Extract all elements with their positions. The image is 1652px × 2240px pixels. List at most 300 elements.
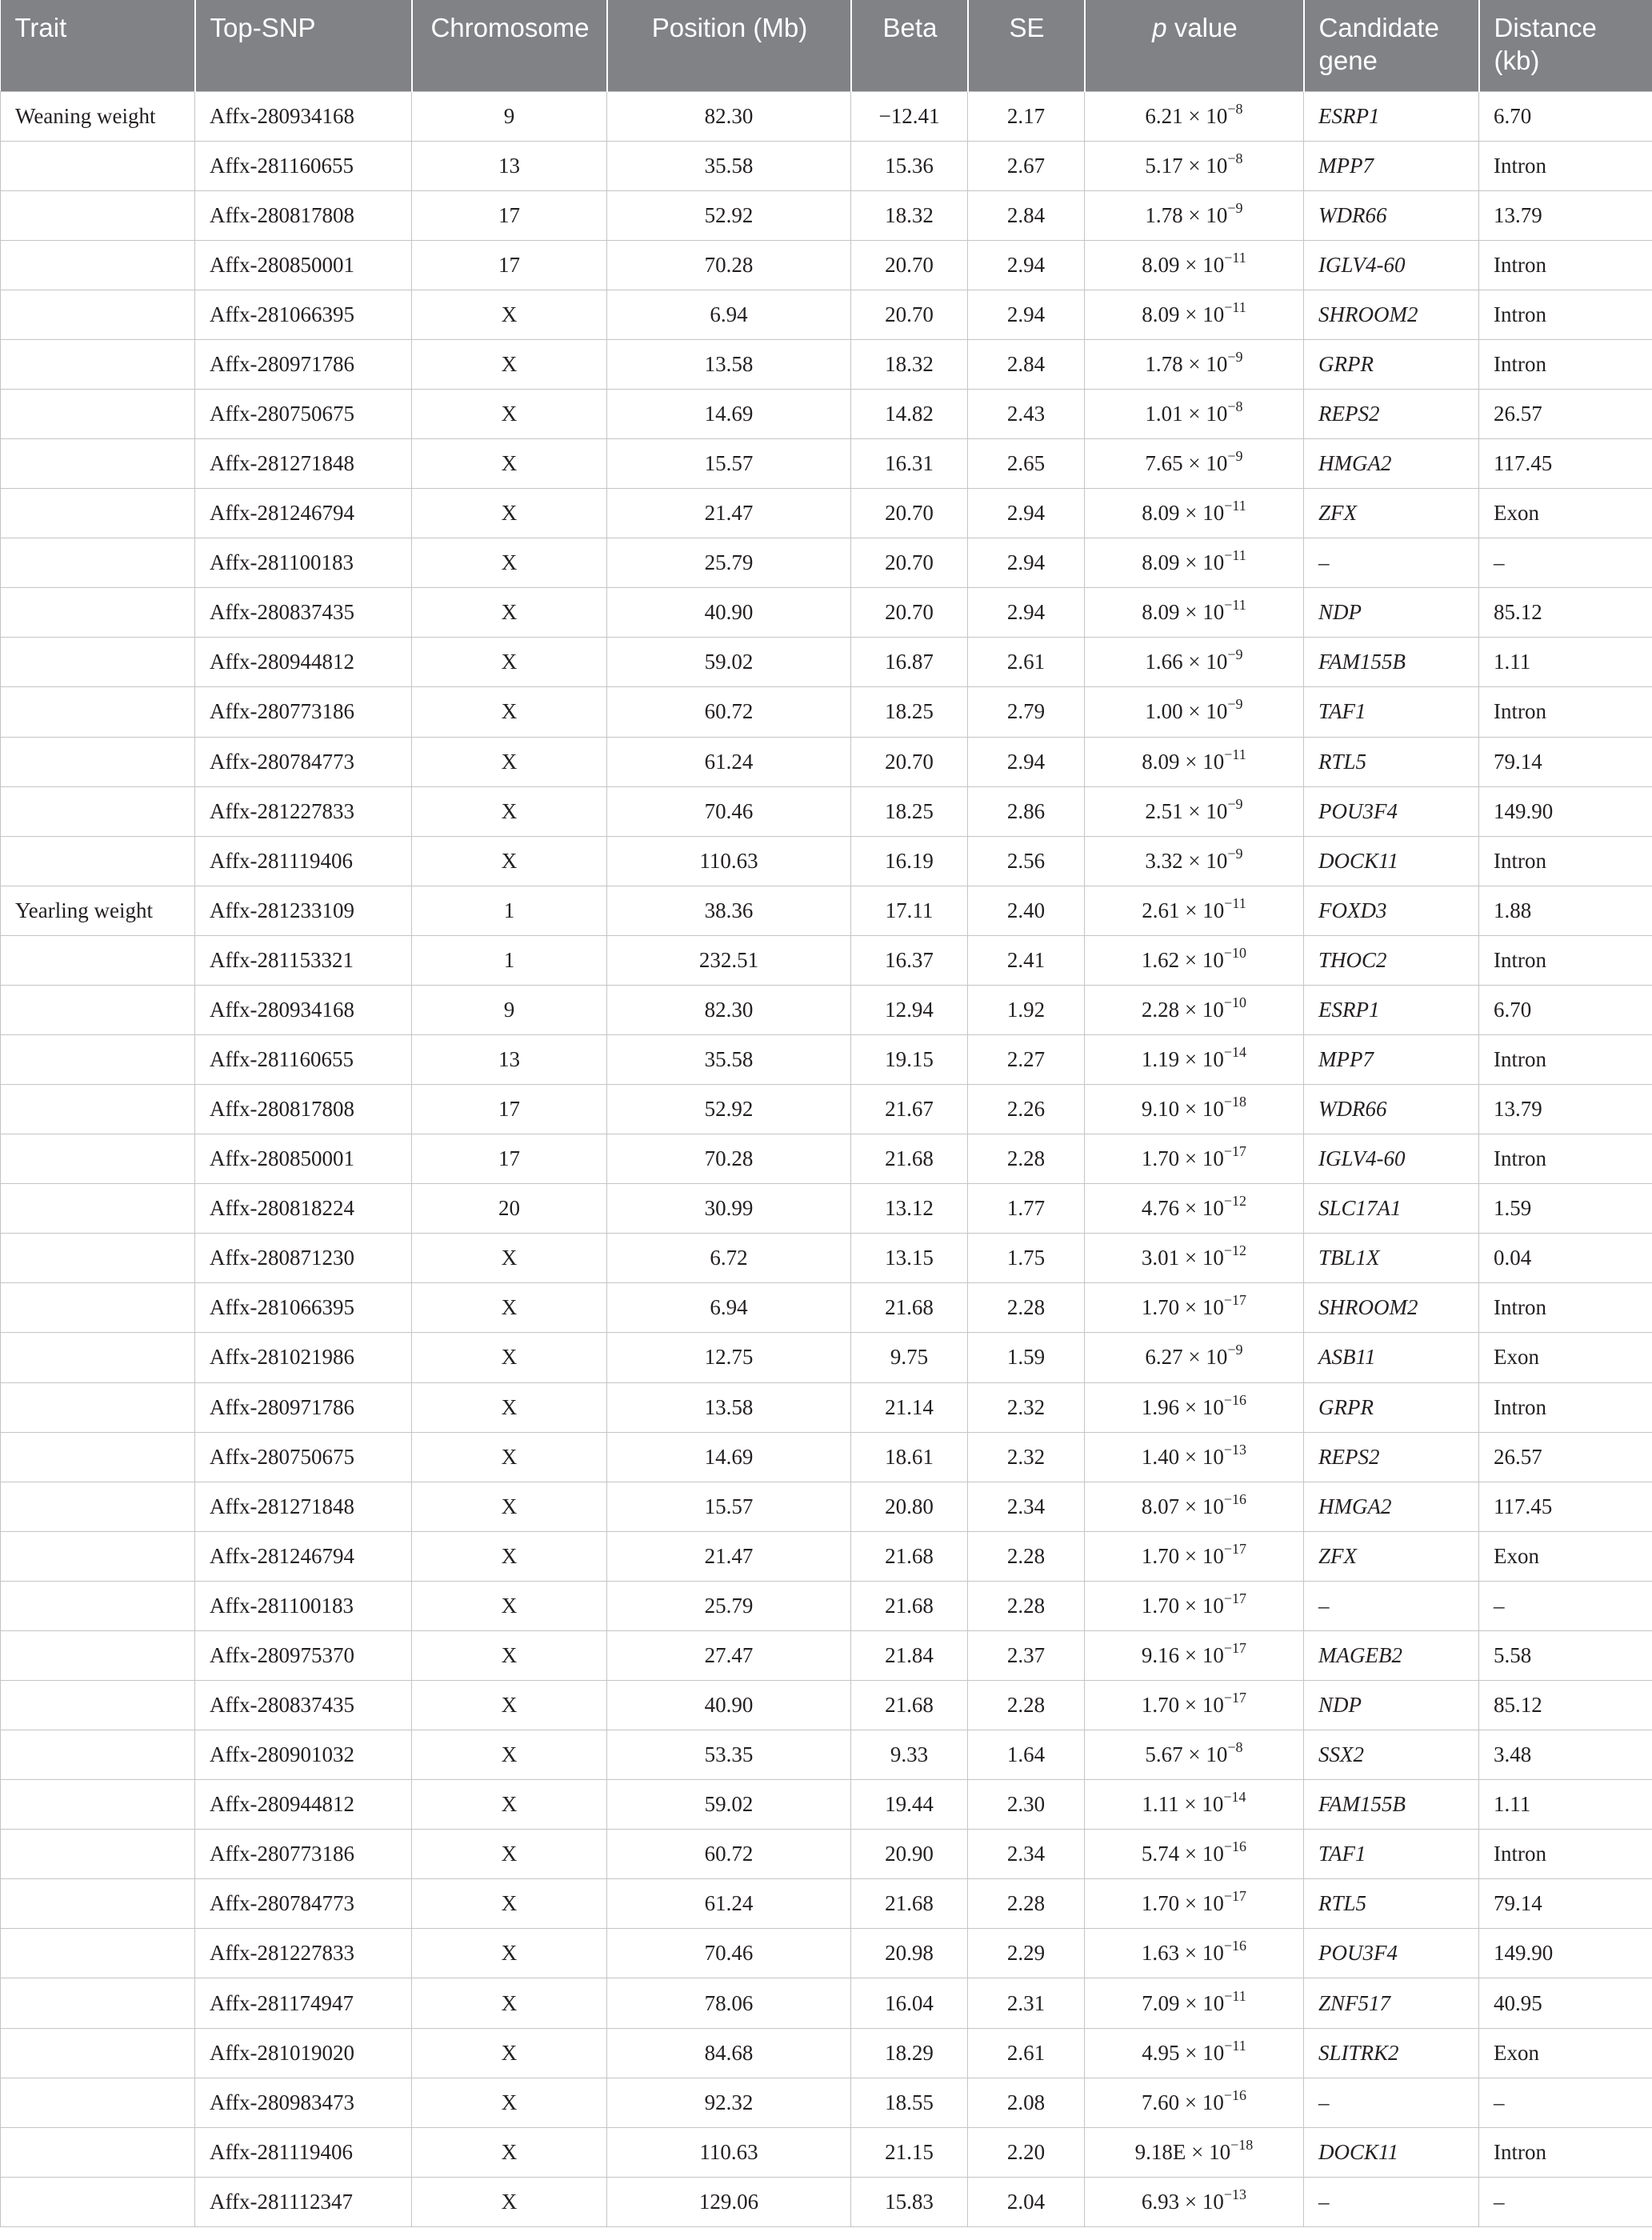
beta-cell: 9.75	[851, 1333, 968, 1382]
trait-cell	[1, 190, 195, 240]
chromosome-cell: X	[412, 2028, 607, 2078]
p-value-cell	[1085, 1482, 1304, 1531]
header-trait: Trait	[1, 0, 195, 91]
trait-cell	[1, 1581, 195, 1630]
candidate-gene-cell	[1304, 389, 1479, 438]
candidate-gene-cell-text: SLC17A1	[1318, 1196, 1402, 1221]
snp-cell: Affx-280944812	[195, 1780, 412, 1830]
beta-cell: 20.70	[851, 489, 968, 538]
beta-cell: 15.83	[851, 2177, 968, 2226]
trait-cell	[1, 2028, 195, 2078]
trait-cell	[1, 1034, 195, 1084]
snp-cell: Affx-281066395	[195, 1283, 412, 1333]
beta-cell: 21.68	[851, 1581, 968, 1630]
position-cell: 129.06	[607, 2177, 851, 2226]
p-value-cell	[1085, 538, 1304, 588]
p-value-cell	[1085, 2177, 1304, 2226]
p-value-mantissa: 8.07 × 10	[1141, 1494, 1224, 1518]
table-row	[1, 737, 1652, 786]
p-value-cell	[1085, 1134, 1304, 1184]
p-value-mantissa: 8.09 × 10	[1142, 550, 1225, 575]
candidate-gene-cell-text: DOCK11	[1318, 2139, 1399, 2164]
p-value-cell	[1085, 439, 1304, 489]
p-value-cell	[1085, 2028, 1304, 2078]
chromosome-cell: X	[412, 1382, 607, 1432]
p-value-mantissa: 9.10 × 10	[1141, 1097, 1224, 1122]
p-value-cell	[1085, 489, 1304, 538]
table-row	[1, 339, 1652, 389]
table-row	[1, 1184, 1652, 1234]
p-value-mantissa: 4.76 × 10	[1141, 1196, 1224, 1221]
position-cell: 30.99	[607, 1184, 851, 1234]
table-row	[1, 786, 1652, 836]
snp-cell: Affx-281246794	[195, 1531, 412, 1581]
candidate-gene-cell	[1304, 2127, 1479, 2177]
candidate-gene-cell	[1304, 290, 1479, 339]
snp-cell: Affx-281119406	[195, 836, 412, 886]
distance-cell: Exon	[1479, 2028, 1652, 2078]
snp-cell: Affx-280850001	[195, 240, 412, 290]
p-value-mantissa: 1.66 × 10	[1145, 650, 1228, 674]
p-value-mantissa: 1.78 × 10	[1145, 351, 1228, 376]
p-value-exponent: −10	[1223, 994, 1247, 1010]
position-cell: 40.90	[607, 588, 851, 638]
p-value-exponent: −11	[1224, 2037, 1246, 2054]
distance-cell: 85.12	[1479, 1681, 1652, 1730]
chromosome-cell: X	[412, 339, 607, 389]
position-cell: 38.36	[607, 886, 851, 935]
trait-cell	[1, 141, 195, 190]
snp-cell: Affx-281100183	[195, 1581, 412, 1630]
p-value-exponent: −12	[1223, 1193, 1247, 1210]
snp-cell: Affx-280871230	[195, 1234, 412, 1283]
p-value-cell	[1085, 1333, 1304, 1382]
position-cell: 52.92	[607, 190, 851, 240]
p-value-mantissa: 9.16 × 10	[1141, 1642, 1224, 1667]
beta-cell: 16.87	[851, 638, 968, 687]
table-row	[1, 985, 1652, 1034]
beta-cell: 20.98	[851, 1929, 968, 1978]
candidate-gene-cell-text: MPP7	[1318, 153, 1374, 178]
table-row	[1, 538, 1652, 588]
se-cell: 2.37	[968, 1630, 1085, 1680]
p-value-exponent: −17	[1223, 1143, 1247, 1160]
p-value-exponent: −11	[1224, 547, 1246, 564]
beta-cell: 21.68	[851, 1681, 968, 1730]
candidate-gene-cell-text: ESRP1	[1318, 103, 1380, 128]
p-value-exponent: −11	[1224, 894, 1246, 911]
table-row	[1, 836, 1652, 886]
position-cell: 70.28	[607, 1134, 851, 1184]
beta-cell: 20.80	[851, 1482, 968, 1531]
table-row	[1, 1531, 1652, 1581]
trait-cell	[1, 638, 195, 687]
p-value-mantissa: 1.70 × 10	[1141, 1693, 1224, 1718]
candidate-gene-cell-text: DOCK11	[1318, 848, 1399, 873]
snp-cell: Affx-281066395	[195, 290, 412, 339]
candidate-gene-cell	[1304, 538, 1479, 588]
chromosome-cell: 9	[412, 91, 607, 141]
candidate-gene-cell	[1304, 1134, 1479, 1184]
candidate-gene-cell	[1304, 240, 1479, 290]
p-value-cell	[1085, 1382, 1304, 1432]
table-row	[1, 290, 1652, 339]
distance-cell: Exon	[1479, 489, 1652, 538]
beta-cell: 15.36	[851, 141, 968, 190]
p-value-cell	[1085, 737, 1304, 786]
chromosome-cell: X	[412, 588, 607, 638]
p-value-mantissa: 8.09 × 10	[1142, 302, 1225, 326]
position-cell: 84.68	[607, 2028, 851, 2078]
distance-cell: Intron	[1479, 836, 1652, 886]
beta-cell: 18.32	[851, 339, 968, 389]
distance-cell: –	[1479, 1581, 1652, 1630]
trait-cell: Yearling weight	[1, 886, 195, 935]
beta-cell: 18.29	[851, 2028, 968, 2078]
chromosome-cell: 17	[412, 1085, 607, 1134]
candidate-gene-cell	[1304, 1234, 1479, 1283]
table-row	[1, 687, 1652, 737]
snp-cell: Affx-280934168	[195, 985, 412, 1034]
trait-cell	[1, 1134, 195, 1184]
se-cell: 2.26	[968, 1085, 1085, 1134]
p-value-cell	[1085, 240, 1304, 290]
trait-cell	[1, 339, 195, 389]
distance-cell: 1.11	[1479, 1780, 1652, 1830]
table-row	[1, 2028, 1652, 2078]
se-cell: 2.31	[968, 1978, 1085, 2028]
snp-cell: Affx-280750675	[195, 1432, 412, 1482]
candidate-gene-cell-text: WDR66	[1318, 202, 1387, 227]
p-value-mantissa: 1.19 × 10	[1141, 1047, 1224, 1072]
position-cell: 70.28	[607, 240, 851, 290]
distance-cell: 117.45	[1479, 1482, 1652, 1531]
table-row	[1, 1830, 1652, 1879]
p-value-mantissa: 2.28 × 10	[1141, 997, 1224, 1022]
table-row	[1, 2078, 1652, 2127]
beta-cell: 13.15	[851, 1234, 968, 1283]
beta-cell: 18.55	[851, 2078, 968, 2127]
snp-cell: Affx-281271848	[195, 1482, 412, 1531]
distance-cell: –	[1479, 2177, 1652, 2226]
p-value-mantissa: 9.18E × 10	[1134, 2139, 1231, 2164]
beta-cell: 20.70	[851, 290, 968, 339]
table-row	[1, 439, 1652, 489]
p-value-cell	[1085, 1234, 1304, 1283]
p-value-cell	[1085, 389, 1304, 438]
distance-cell: Exon	[1479, 1333, 1652, 1382]
table-row	[1, 1879, 1652, 1929]
position-cell: 35.58	[607, 1034, 851, 1084]
candidate-gene-cell	[1304, 935, 1479, 985]
snp-cell: Affx-281271848	[195, 439, 412, 489]
snp-cell: Affx-280817808	[195, 1085, 412, 1134]
distance-cell: 26.57	[1479, 1432, 1652, 1482]
beta-cell: 21.14	[851, 1382, 968, 1432]
candidate-gene-cell	[1304, 2028, 1479, 2078]
trait-cell	[1, 1630, 195, 1680]
p-value-exponent: −14	[1223, 1044, 1247, 1061]
trait-cell	[1, 1234, 195, 1283]
position-cell: 78.06	[607, 1978, 851, 2028]
se-cell: 2.43	[968, 389, 1085, 438]
snp-cell: Affx-280983473	[195, 2078, 412, 2127]
table-row	[1, 240, 1652, 290]
se-cell: 2.08	[968, 2078, 1085, 2127]
p-value-cell	[1085, 1085, 1304, 1134]
p-value-exponent: −9	[1227, 1342, 1243, 1358]
p-value-mantissa: 1.01 × 10	[1145, 402, 1228, 426]
p-value-cell	[1085, 1581, 1304, 1630]
chromosome-cell: 17	[412, 190, 607, 240]
p-value-mantissa: 1.40 × 10	[1141, 1444, 1224, 1469]
distance-cell: Intron	[1479, 687, 1652, 737]
se-cell: 2.28	[968, 1879, 1085, 1929]
p-value-mantissa: 7.65 × 10	[1145, 451, 1228, 476]
se-cell: 2.20	[968, 2127, 1085, 2177]
candidate-gene-cell-text: MAGEB2	[1318, 1642, 1402, 1667]
position-cell: 70.46	[607, 1929, 851, 1978]
chromosome-cell: X	[412, 687, 607, 737]
distance-cell: 26.57	[1479, 389, 1652, 438]
trait-cell: Weaning weight	[1, 91, 195, 141]
p-value-exponent: −8	[1227, 1739, 1243, 1756]
beta-cell: 17.11	[851, 886, 968, 935]
p-value-mantissa: 3.32 × 10	[1145, 848, 1228, 873]
distance-cell: Exon	[1479, 1531, 1652, 1581]
chromosome-cell: X	[412, 638, 607, 687]
p-value-mantissa: 5.74 × 10	[1141, 1842, 1224, 1866]
position-cell: 13.58	[607, 1382, 851, 1432]
snp-cell: Affx-281160655	[195, 1034, 412, 1084]
p-value-cell	[1085, 1879, 1304, 1929]
beta-cell: 21.68	[851, 1283, 968, 1333]
trait-cell	[1, 2127, 195, 2177]
beta-cell: 16.19	[851, 836, 968, 886]
candidate-gene-cell	[1304, 836, 1479, 886]
se-cell: 2.32	[968, 1432, 1085, 1482]
p-value-exponent: −13	[1223, 2186, 1247, 2202]
p-value-mantissa: 3.01 × 10	[1141, 1246, 1224, 1270]
table-row	[1, 1630, 1652, 1680]
candidate-gene-cell-text: SLITRK2	[1318, 2040, 1399, 2065]
snp-cell: Affx-281227833	[195, 1929, 412, 1978]
candidate-gene-cell-text: –	[1318, 1593, 1330, 1618]
trait-cell	[1, 1730, 195, 1780]
candidate-gene-cell-text: POU3F4	[1318, 1941, 1398, 1966]
position-cell: 53.35	[607, 1730, 851, 1780]
candidate-gene-cell-text: NDP	[1318, 600, 1362, 625]
header-p-value-rest: value	[1174, 13, 1238, 42]
p-value-exponent: −11	[1224, 249, 1246, 266]
position-cell: 15.57	[607, 1482, 851, 1531]
se-cell: 1.64	[968, 1730, 1085, 1780]
candidate-gene-cell-text: HMGA2	[1318, 451, 1392, 476]
se-cell: 2.94	[968, 737, 1085, 786]
p-value-mantissa: 1.70 × 10	[1141, 1543, 1224, 1568]
chromosome-cell: X	[412, 439, 607, 489]
table-row	[1, 389, 1652, 438]
p-value-mantissa: 1.78 × 10	[1145, 202, 1228, 227]
chromosome-cell: X	[412, 389, 607, 438]
trait-cell	[1, 786, 195, 836]
snp-cell: Affx-281174947	[195, 1978, 412, 2028]
snp-cell: Affx-281160655	[195, 141, 412, 190]
p-value-mantissa: 1.70 × 10	[1141, 1593, 1224, 1618]
snp-cell: Affx-280971786	[195, 1382, 412, 1432]
p-value-exponent: −13	[1223, 1441, 1247, 1458]
distance-cell: Intron	[1479, 1283, 1652, 1333]
distance-cell: –	[1479, 538, 1652, 588]
beta-cell: 18.25	[851, 786, 968, 836]
snp-cell: Affx-280773186	[195, 1830, 412, 1879]
chromosome-cell: 13	[412, 141, 607, 190]
candidate-gene-cell-text: –	[1318, 2189, 1330, 2214]
table-row	[1, 1432, 1652, 1482]
position-cell: 14.69	[607, 1432, 851, 1482]
snp-cell: Affx-281112347	[195, 2177, 412, 2226]
candidate-gene-cell	[1304, 1382, 1479, 1432]
p-value-exponent: −9	[1227, 646, 1243, 663]
se-cell: 2.65	[968, 439, 1085, 489]
snp-cell: Affx-281100183	[195, 538, 412, 588]
candidate-gene-cell	[1304, 1184, 1479, 1234]
p-value-mantissa: 2.51 × 10	[1145, 798, 1228, 823]
p-value-exponent: −9	[1227, 199, 1243, 216]
candidate-gene-cell	[1304, 1630, 1479, 1680]
beta-cell: 18.32	[851, 190, 968, 240]
table-row	[1, 1234, 1652, 1283]
se-cell: 2.28	[968, 1531, 1085, 1581]
candidate-gene-cell-text: ZFX	[1318, 1543, 1358, 1568]
header-chromosome: Chromosome	[412, 0, 607, 91]
header-distance: Distance (kb)	[1479, 0, 1652, 91]
p-value-cell	[1085, 687, 1304, 737]
chromosome-cell: X	[412, 786, 607, 836]
trait-cell	[1, 1432, 195, 1482]
trait-cell	[1, 1929, 195, 1978]
chromosome-cell: X	[412, 290, 607, 339]
candidate-gene-cell-text: SSX2	[1318, 1742, 1364, 1767]
p-value-exponent: −17	[1223, 1888, 1247, 1905]
position-cell: 15.57	[607, 439, 851, 489]
p-value-exponent: −17	[1223, 1292, 1247, 1309]
position-cell: 14.69	[607, 389, 851, 438]
candidate-gene-cell-text: WDR66	[1318, 1097, 1387, 1122]
candidate-gene-cell-text: IGLV4-60	[1318, 252, 1406, 277]
se-cell: 2.27	[968, 1034, 1085, 1084]
se-cell: 1.75	[968, 1234, 1085, 1283]
candidate-gene-cell	[1304, 1780, 1479, 1830]
p-value-cell	[1085, 1681, 1304, 1730]
beta-cell: 21.15	[851, 2127, 968, 2177]
se-cell: 2.61	[968, 638, 1085, 687]
chromosome-cell: X	[412, 2078, 607, 2127]
candidate-gene-cell	[1304, 1085, 1479, 1134]
trait-cell	[1, 389, 195, 438]
distance-cell: Intron	[1479, 290, 1652, 339]
p-value-mantissa: 6.93 × 10	[1141, 2189, 1224, 2214]
beta-cell: 21.84	[851, 1630, 968, 1680]
trait-cell	[1, 2177, 195, 2226]
se-cell: 2.79	[968, 687, 1085, 737]
candidate-gene-cell	[1304, 1830, 1479, 1879]
p-value-mantissa: 5.17 × 10	[1145, 153, 1228, 178]
p-value-mantissa: 8.09 × 10	[1142, 749, 1225, 774]
table-row	[1, 638, 1652, 687]
p-value-exponent: −16	[1223, 1938, 1247, 1954]
candidate-gene-cell-text: ASB11	[1318, 1345, 1376, 1370]
candidate-gene-cell	[1304, 786, 1479, 836]
se-cell: 2.94	[968, 240, 1085, 290]
chromosome-cell: X	[412, 1681, 607, 1730]
p-value-cell	[1085, 786, 1304, 836]
candidate-gene-cell	[1304, 1581, 1479, 1630]
beta-cell: 20.70	[851, 737, 968, 786]
trait-cell	[1, 1681, 195, 1730]
chromosome-cell: X	[412, 1978, 607, 2028]
position-cell: 92.32	[607, 2078, 851, 2127]
distance-cell: 1.11	[1479, 638, 1652, 687]
distance-cell: 117.45	[1479, 439, 1652, 489]
beta-cell: 19.15	[851, 1034, 968, 1084]
chromosome-cell: X	[412, 1432, 607, 1482]
p-value-cell	[1085, 190, 1304, 240]
table-row	[1, 190, 1652, 240]
candidate-gene-cell-text: SHROOM2	[1318, 302, 1418, 326]
position-cell: 61.24	[607, 737, 851, 786]
candidate-gene-cell	[1304, 1681, 1479, 1730]
candidate-gene-cell	[1304, 439, 1479, 489]
candidate-gene-cell	[1304, 737, 1479, 786]
p-value-cell	[1085, 2078, 1304, 2127]
chromosome-cell: X	[412, 2177, 607, 2226]
p-value-mantissa: 4.95 × 10	[1142, 2040, 1225, 2065]
table-row	[1, 1929, 1652, 1978]
snp-cell: Affx-280784773	[195, 1879, 412, 1929]
distance-cell: Intron	[1479, 935, 1652, 985]
distance-cell: 13.79	[1479, 1085, 1652, 1134]
candidate-gene-cell-text: NDP	[1318, 1693, 1362, 1718]
trait-cell	[1, 1879, 195, 1929]
p-value-mantissa: 6.21 × 10	[1145, 103, 1228, 128]
trait-cell	[1, 1780, 195, 1830]
header-row	[1, 0, 1652, 91]
p-value-mantissa: 2.61 × 10	[1142, 898, 1225, 922]
se-cell: 2.29	[968, 1929, 1085, 1978]
beta-cell: 20.70	[851, 240, 968, 290]
snp-cell: Affx-280837435	[195, 588, 412, 638]
header-beta: Beta	[851, 0, 968, 91]
beta-cell: 18.61	[851, 1432, 968, 1482]
p-value-exponent: −16	[1223, 1838, 1247, 1855]
trait-cell	[1, 1382, 195, 1432]
beta-cell: 9.33	[851, 1730, 968, 1780]
candidate-gene-cell	[1304, 2078, 1479, 2127]
table-row	[1, 141, 1652, 190]
se-cell: 2.84	[968, 339, 1085, 389]
header-candidate-gene: Candidate gene	[1304, 0, 1479, 91]
distance-cell: Intron	[1479, 1382, 1652, 1432]
position-cell: 12.75	[607, 1333, 851, 1382]
p-value-mantissa: 1.96 × 10	[1141, 1394, 1224, 1419]
trait-cell	[1, 737, 195, 786]
snp-cell: Affx-280901032	[195, 1730, 412, 1780]
candidate-gene-cell-text: TAF1	[1318, 1842, 1366, 1866]
candidate-gene-cell	[1304, 2177, 1479, 2226]
se-cell: 2.94	[968, 489, 1085, 538]
p-value-exponent: −18	[1223, 1094, 1247, 1110]
